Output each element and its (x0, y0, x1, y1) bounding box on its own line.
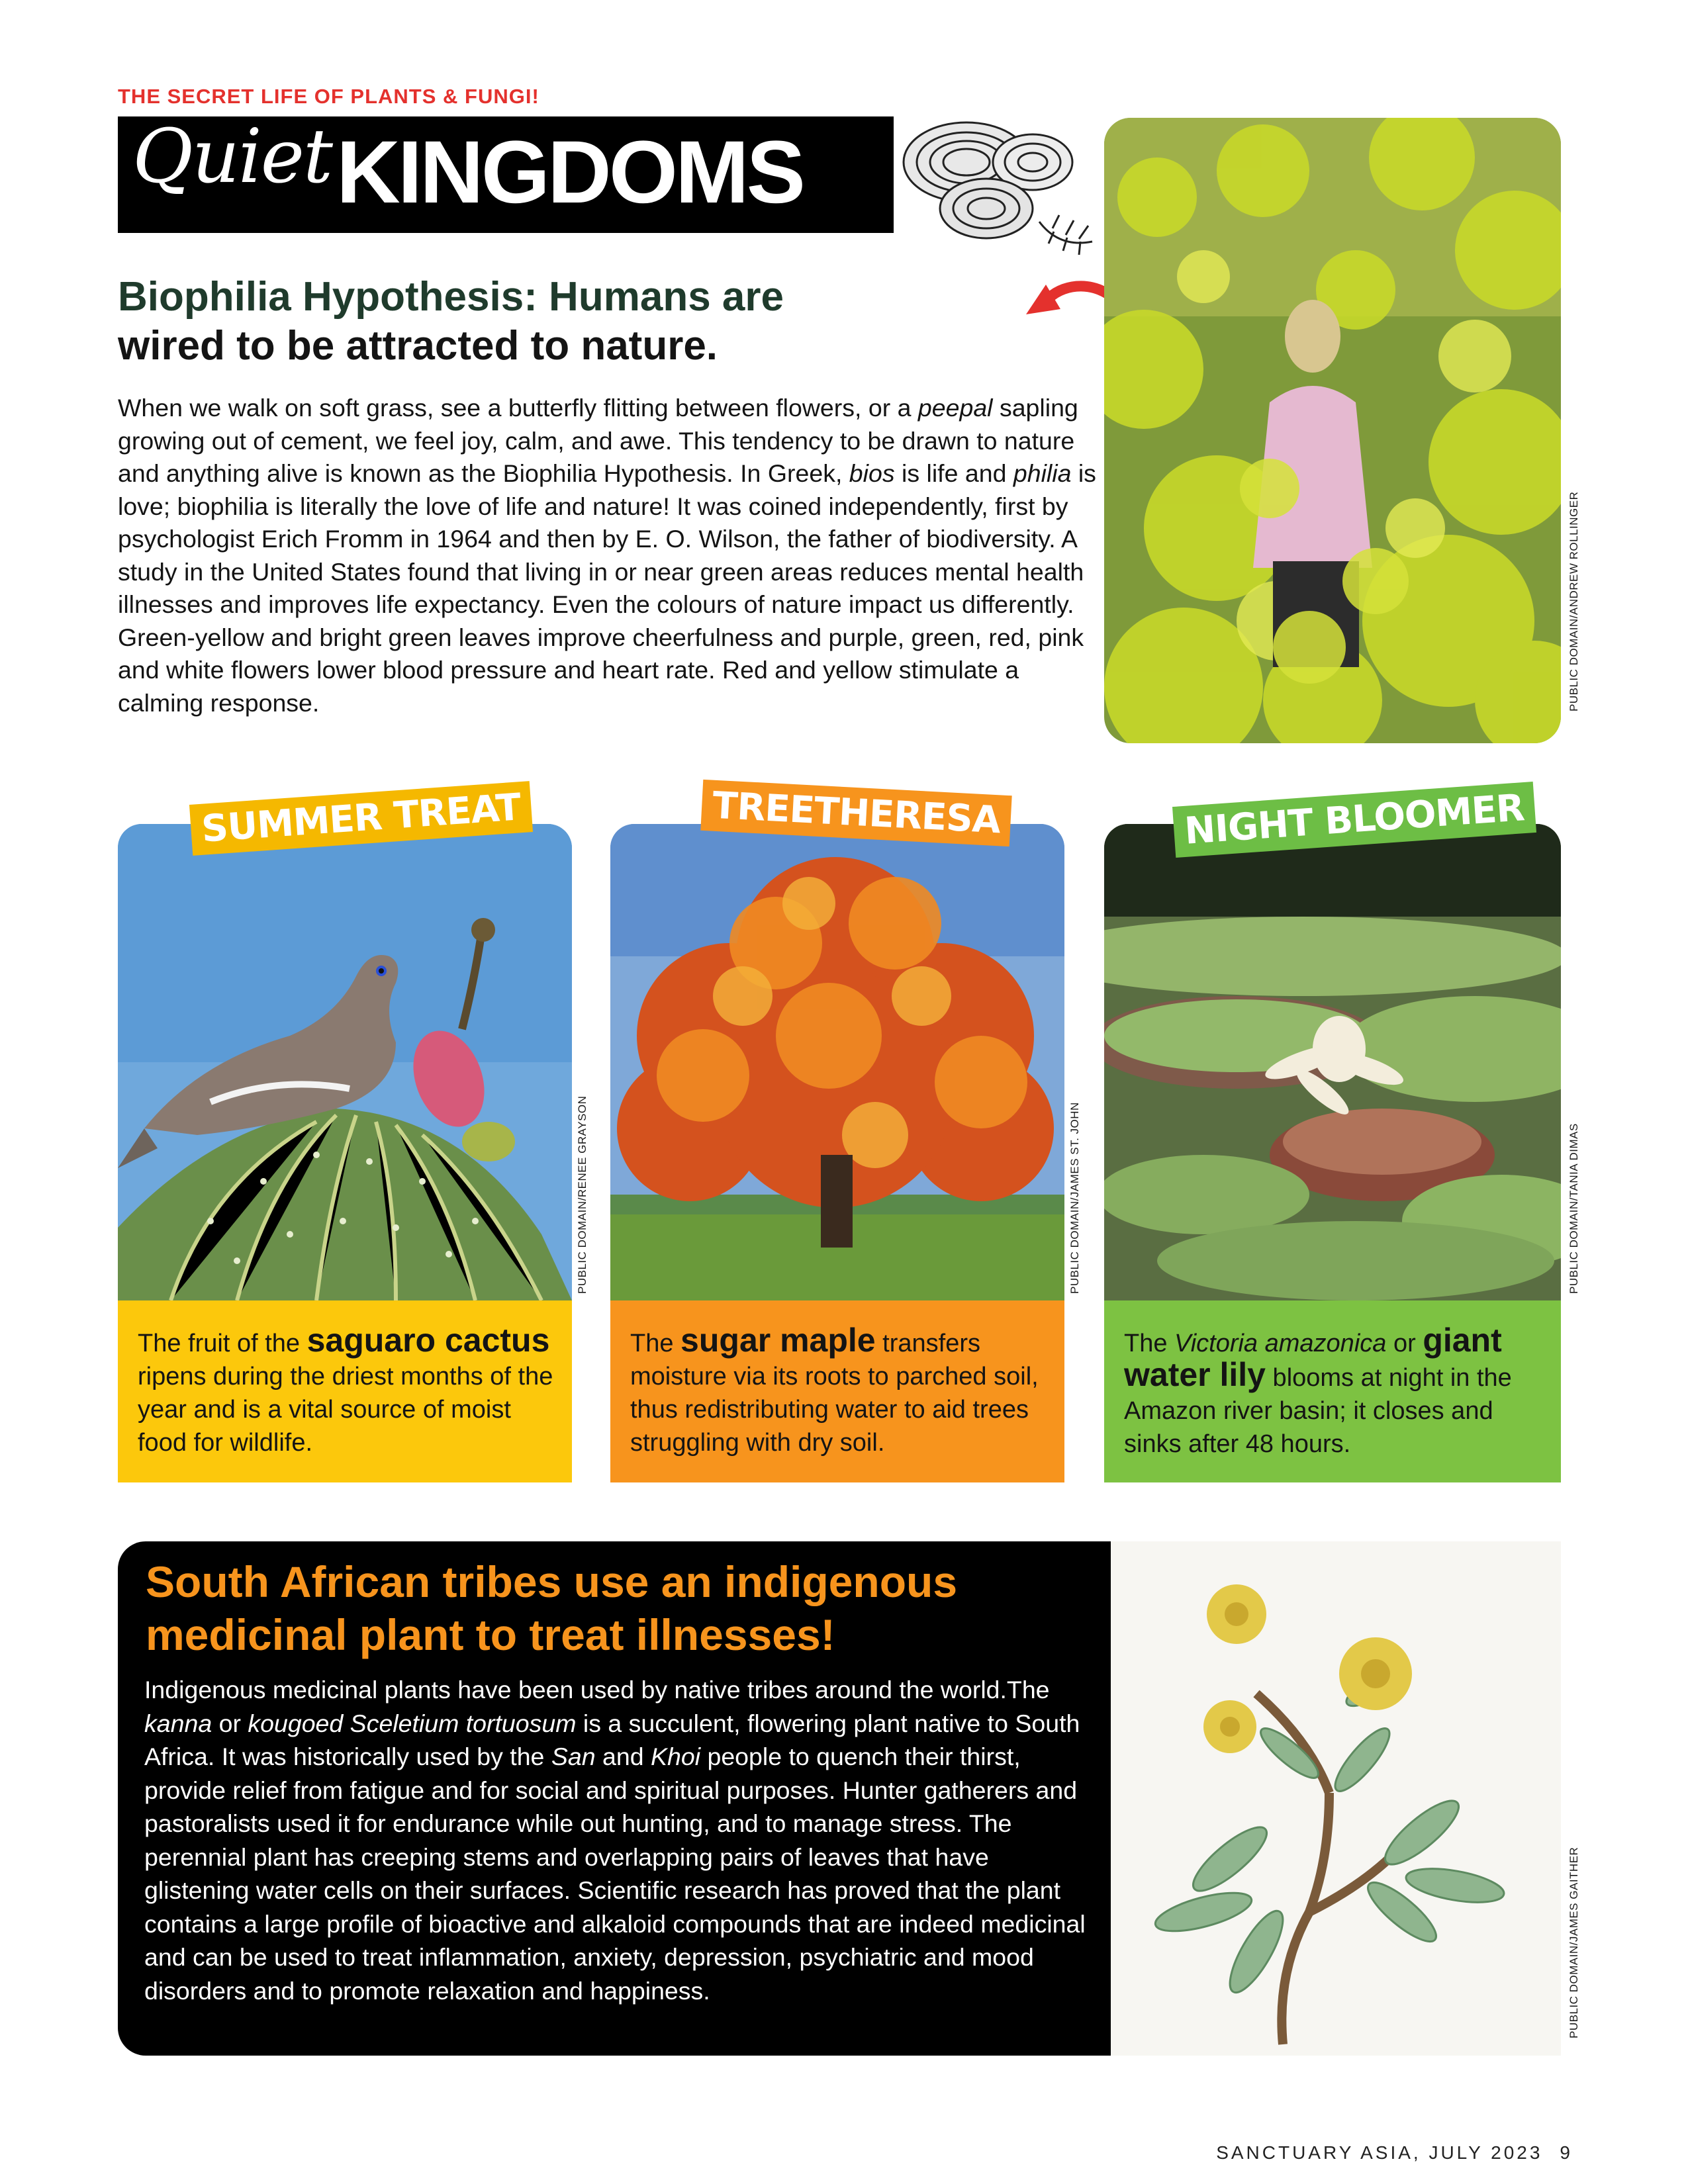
label-treetheresa: TREETHERESA (700, 780, 1012, 846)
text-run: The fruit of the (138, 1330, 307, 1357)
italic-phrase: peepal (917, 394, 993, 422)
lede-heading-line1: Biophilia Hypothesis: Humans are (118, 274, 784, 320)
south-africa-paragraph (144, 1673, 1098, 2007)
page-number: 9 (1560, 2142, 1570, 2163)
text-run: is love; biophilia is literally the love of life and nature! It was coined independently, first by psychologist Erich Fromm in 1964 and then by E. O. Wilson, the father of biodiversity. A study in the United States found that living in or near green areas reduces mental health illnesses and improves life expectancy. Even the colours of nature impact us differently. Green-yellow and bright green leaves improve cheerfulness and purple, green, red, pink and white flowers lower blood pressure and heart rate. Red and yellow stimulate a calming response. (118, 459, 1096, 717)
italic-phrase: bios (849, 459, 895, 487)
text-run: When we walk on soft grass, see a butterfly flitting between flowers, or a (118, 394, 918, 422)
italic-phrase: philia (1013, 459, 1072, 487)
kicker-text: THE SECRET LIFE OF PLANTS & FUNGI! (118, 85, 539, 108)
label-summer-treat: SUMMER TREAT (189, 781, 533, 856)
fungus-icon (887, 116, 1119, 268)
photo-credit: PUBLIC DOMAIN/TANIA DIMAS (1568, 1123, 1580, 1294)
text-run: The (630, 1330, 681, 1357)
text-run: sapling growing out of cement, we feel joy, calm, and awe. This tendency to be drawn to nature and anything alive is known as the Biophilia Hypothesis. In Greek, (118, 394, 1078, 487)
photo-credit: PUBLIC DOMAIN/JAMES ST. JOHN (1068, 1102, 1081, 1294)
text-run: or (212, 1709, 248, 1737)
bold-phrase: saguaro cactus (306, 1322, 550, 1359)
text-run: and (595, 1743, 651, 1770)
bold-phrase: giant water lily (1124, 1322, 1502, 1393)
text-run: ripens during the driest months of the year and is a vital source of moist food for wildlife. (138, 1363, 553, 1457)
photo-giant-water-lily (1104, 824, 1561, 1300)
text-run: blooms at night in the Amazon river basin; it closes and sinks after 48 hours. (1124, 1364, 1512, 1458)
card-text-water-lily (1104, 1300, 1561, 1482)
lede-heading-line2: wired to be attracted to nature. (118, 323, 718, 369)
text-run: people to quench their thirst, provide relief from fatigue and for social and spiritual purposes. Hunter gatherers and pastoralists used it for endurance while out hunting, and to manage stress. The perennial plant has creeping stems and overlapping pairs of leaves that have glistening water cells on their surfaces. Scientific research has proved that the plant contains a large profile of bioactive and alkaloid compounds that are indeed medicinal and can be used to treat inflammation, anxiety, depression, psychiatric and mood disorders and to promote relaxation and happiness. (144, 1743, 1086, 2005)
text-run: Indigenous medicinal plants have been used by native tribes around the world.The (144, 1676, 1050, 1704)
intro-paragraph (118, 392, 1098, 719)
bold-phrase: sugar maple (680, 1322, 876, 1359)
text-run: is a succulent, flowering plant native to South Africa. It was historically used by the (144, 1709, 1080, 1770)
card-text-saguaro (118, 1300, 572, 1482)
text-run: is life and (894, 459, 1013, 487)
italic-phrase: San (551, 1743, 596, 1770)
photo-credit: PUBLIC DOMAIN/ANDREW ROLLINGER (1568, 491, 1580, 711)
photo-credit: PUBLIC DOMAIN/JAMES GAITHER (1568, 1846, 1580, 2038)
title-script: Quiet (132, 114, 332, 200)
text-run: transfers moisture via its roots to parched soil, thus redistributing water to aid trees struggling with dry soil. (630, 1330, 1039, 1457)
text-run: The (1124, 1330, 1175, 1357)
italic-phrase: kanna (144, 1709, 212, 1737)
italic-phrase: Khoi (650, 1743, 701, 1770)
italic-phrase: kougoed Sceletium tortuosum (248, 1709, 577, 1737)
illustration-kanna-plant (1111, 1541, 1561, 2056)
title-bold: KINGDOMS (336, 123, 803, 222)
photo-woman-in-flowers (1104, 118, 1561, 743)
photo-credit: PUBLIC DOMAIN/RENEE GRAYSON (576, 1095, 588, 1294)
photo-sugar-maple (610, 824, 1064, 1300)
publication-info: SANCTUARY ASIA, JULY 2023 (1216, 2142, 1543, 2163)
lede-heading (118, 273, 978, 371)
label-night-bloomer: NIGHT BLOOMER (1172, 782, 1536, 858)
text-run: or (1386, 1330, 1423, 1357)
italic-phrase: Victoria amazonica (1174, 1330, 1387, 1357)
photo-dove-on-cactus (118, 824, 572, 1300)
page-footer (1216, 2142, 1570, 2163)
south-africa-heading: South African tribes use an indigenous medicinal plant to treat illnesses! (146, 1557, 958, 1659)
card-text-sugar-maple (610, 1300, 1064, 1482)
